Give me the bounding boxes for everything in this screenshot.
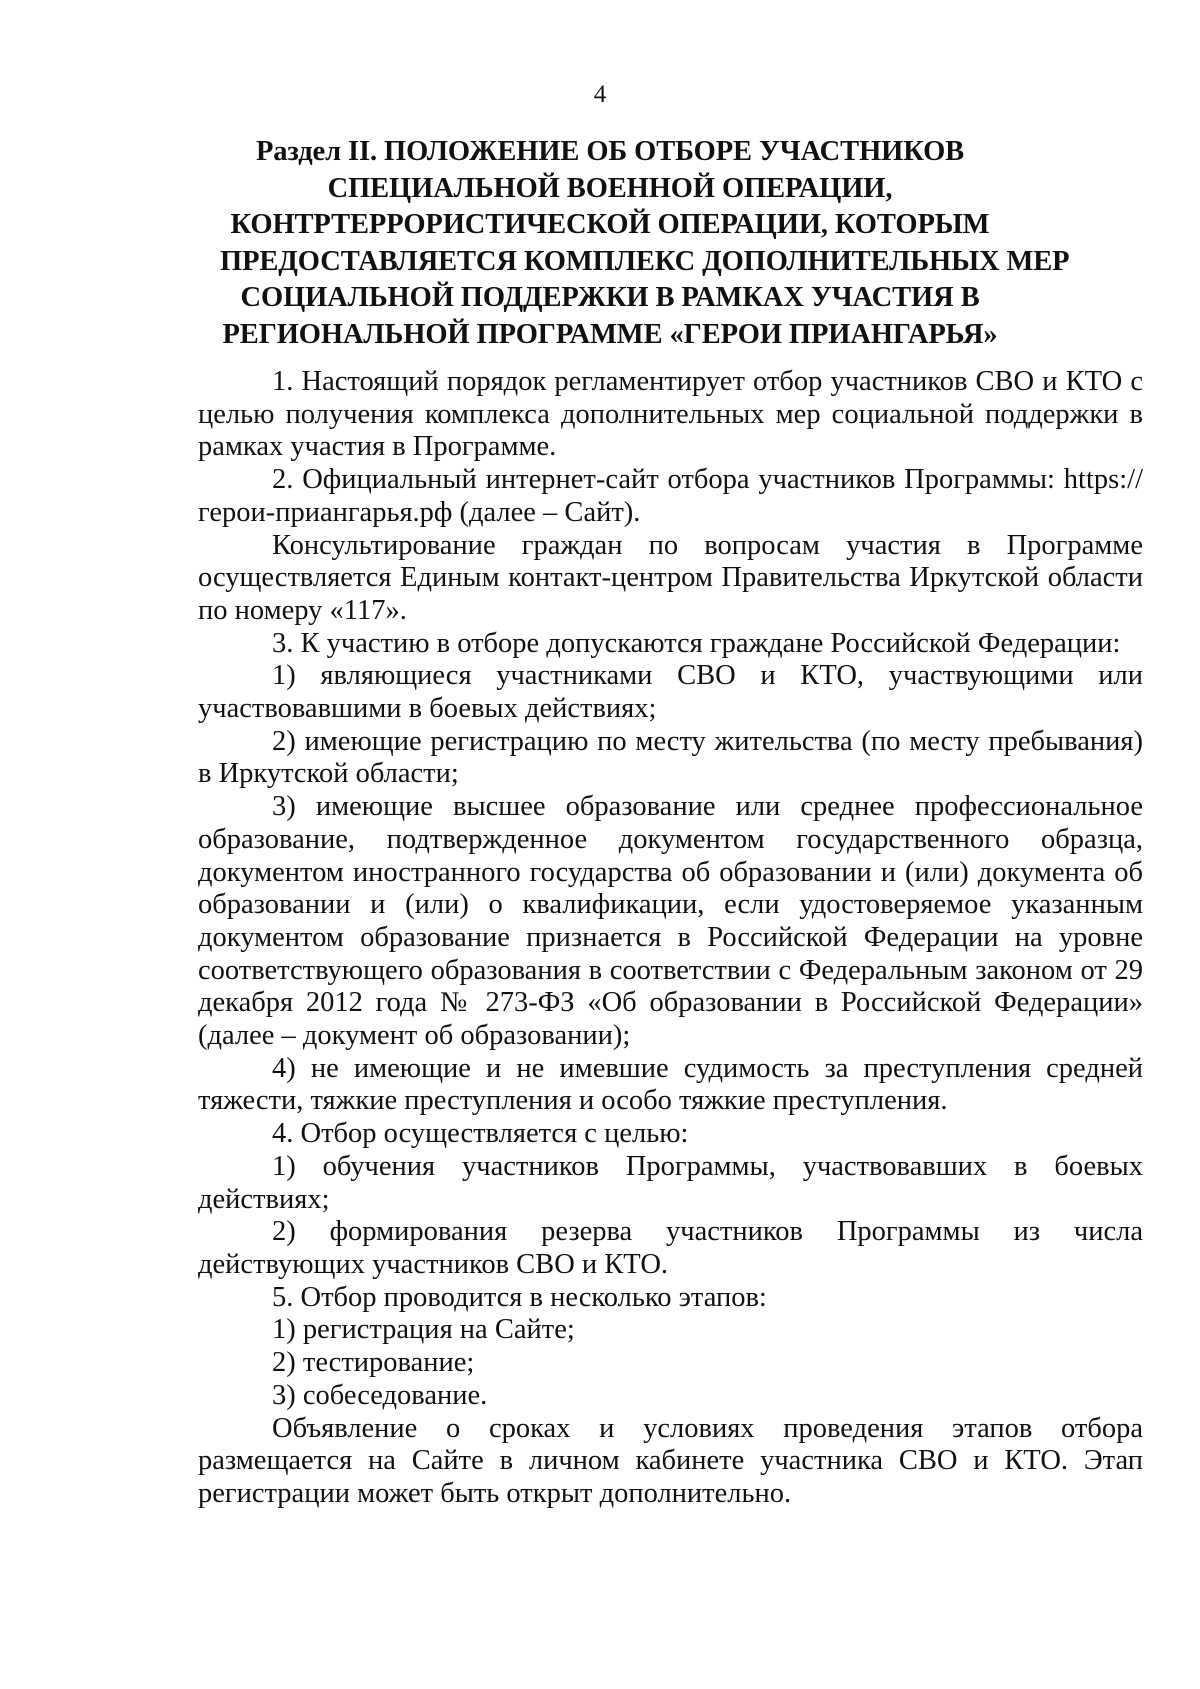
section-title-line: РЕГИОНАЛЬНОЙ ПРОГРАММЕ «ГЕРОИ ПРИАНГАРЬЯ» [222,318,998,350]
paragraph-announcement: Объявление о сроках и условиях проведения этапов отбора размещается на Сайте в личном кабинете участника СВО и КТО. Этап регистрации может быть открыт дополнительно. [198,1412,1143,1509]
section-title-line: ПРЕДОСТАВЛЯЕТСЯ КОМПЛЕКС ДОПОЛНИТЕЛЬНЫХ МЕР [220,245,1070,277]
stage-item-3: 3) собеседование. [272,1379,488,1411]
section-title [220,134,1070,353]
paragraph-5-stages: 5. Отбор проводится в несколько этапов: [272,1281,767,1313]
paragraph-4-purpose: 4. Отбор осуществляется с целью: [272,1118,689,1150]
paragraph-3-eligibility: 3. К участию в отборе допускаются граждане Российской Федерации: [272,627,1121,659]
paragraph-consultation: Консультирование граждан по вопросам участия в Программе осуществляется Единым контакт-центром Правительства Иркутской области по номеру «117». [198,529,1143,626]
eligibility-item-4: 4) не имеющие и не имевшие судимость за преступления средней тяжести, тяжкие преступления и особо тяжкие преступления. [198,1052,1143,1117]
eligibility-item-3: 3) имеющие высшее образование или среднее профессиональное образование, подтвержденное документом государственного образца, документом иностранного государства об образовании и (или) документа об образовании и (или) о квалификации, если удостоверяемое указанным документом образование признается в Российской Федерации на уровне соответствующего образования в соответствии с Федеральным законом от 29 декабря 2012 года № 273-ФЗ «Об образовании в Российской Федерации» (далее – документ об образовании); [198,791,1143,1052]
section-title-line: СПЕЦИАЛЬНОЙ ВОЕННОЙ ОПЕРАЦИИ, [327,172,893,204]
purpose-item-2: 2) формирования резерва участников Программы из числа действующих участников СВО и КТО. [198,1216,1143,1280]
section-title-line: КОНТРТЕРРОРИСТИЧЕСКОЙ ОПЕРАЦИИ, КОТОРЫМ [230,209,990,240]
stage-item-1: 1) регистрация на Сайте; [272,1314,575,1346]
stage-item-2: 2) тестирование; [272,1347,475,1379]
section-title-line: Раздел II. ПОЛОЖЕНИЕ ОБ ОТБОРЕ УЧАСТНИКОВ [255,136,965,167]
eligibility-item-2: 2) имеющие регистрацию по месту жительства (по месту пребывания) в Иркутской области; [198,725,1143,790]
document-body [198,366,1143,1511]
section-title-line: СОЦИАЛЬНОЙ ПОДДЕРЖКИ В РАМКАХ УЧАСТИЯ В [240,282,980,313]
eligibility-item-1: 1) являющиеся участниками СВО и КТО, участвующими или участвовавшими в боевых действиях; [198,660,1143,725]
page-number: 4 [593,81,607,108]
purpose-item-1: 1) обучения участников Программы, участвовавших в боевых действиях; [198,1150,1143,1215]
paragraph-2-website: 2. Официальный интернет-сайт отбора участников Программы: https://герои-приангарья.рф (далее – Сайт). [198,464,1143,528]
paragraph-1-scope: 1. Настоящий порядок регламентирует отбор участников СВО и КТО с целью получения комплекса дополнительных мер социальной поддержки в рамках участия в Программе. [198,366,1143,463]
